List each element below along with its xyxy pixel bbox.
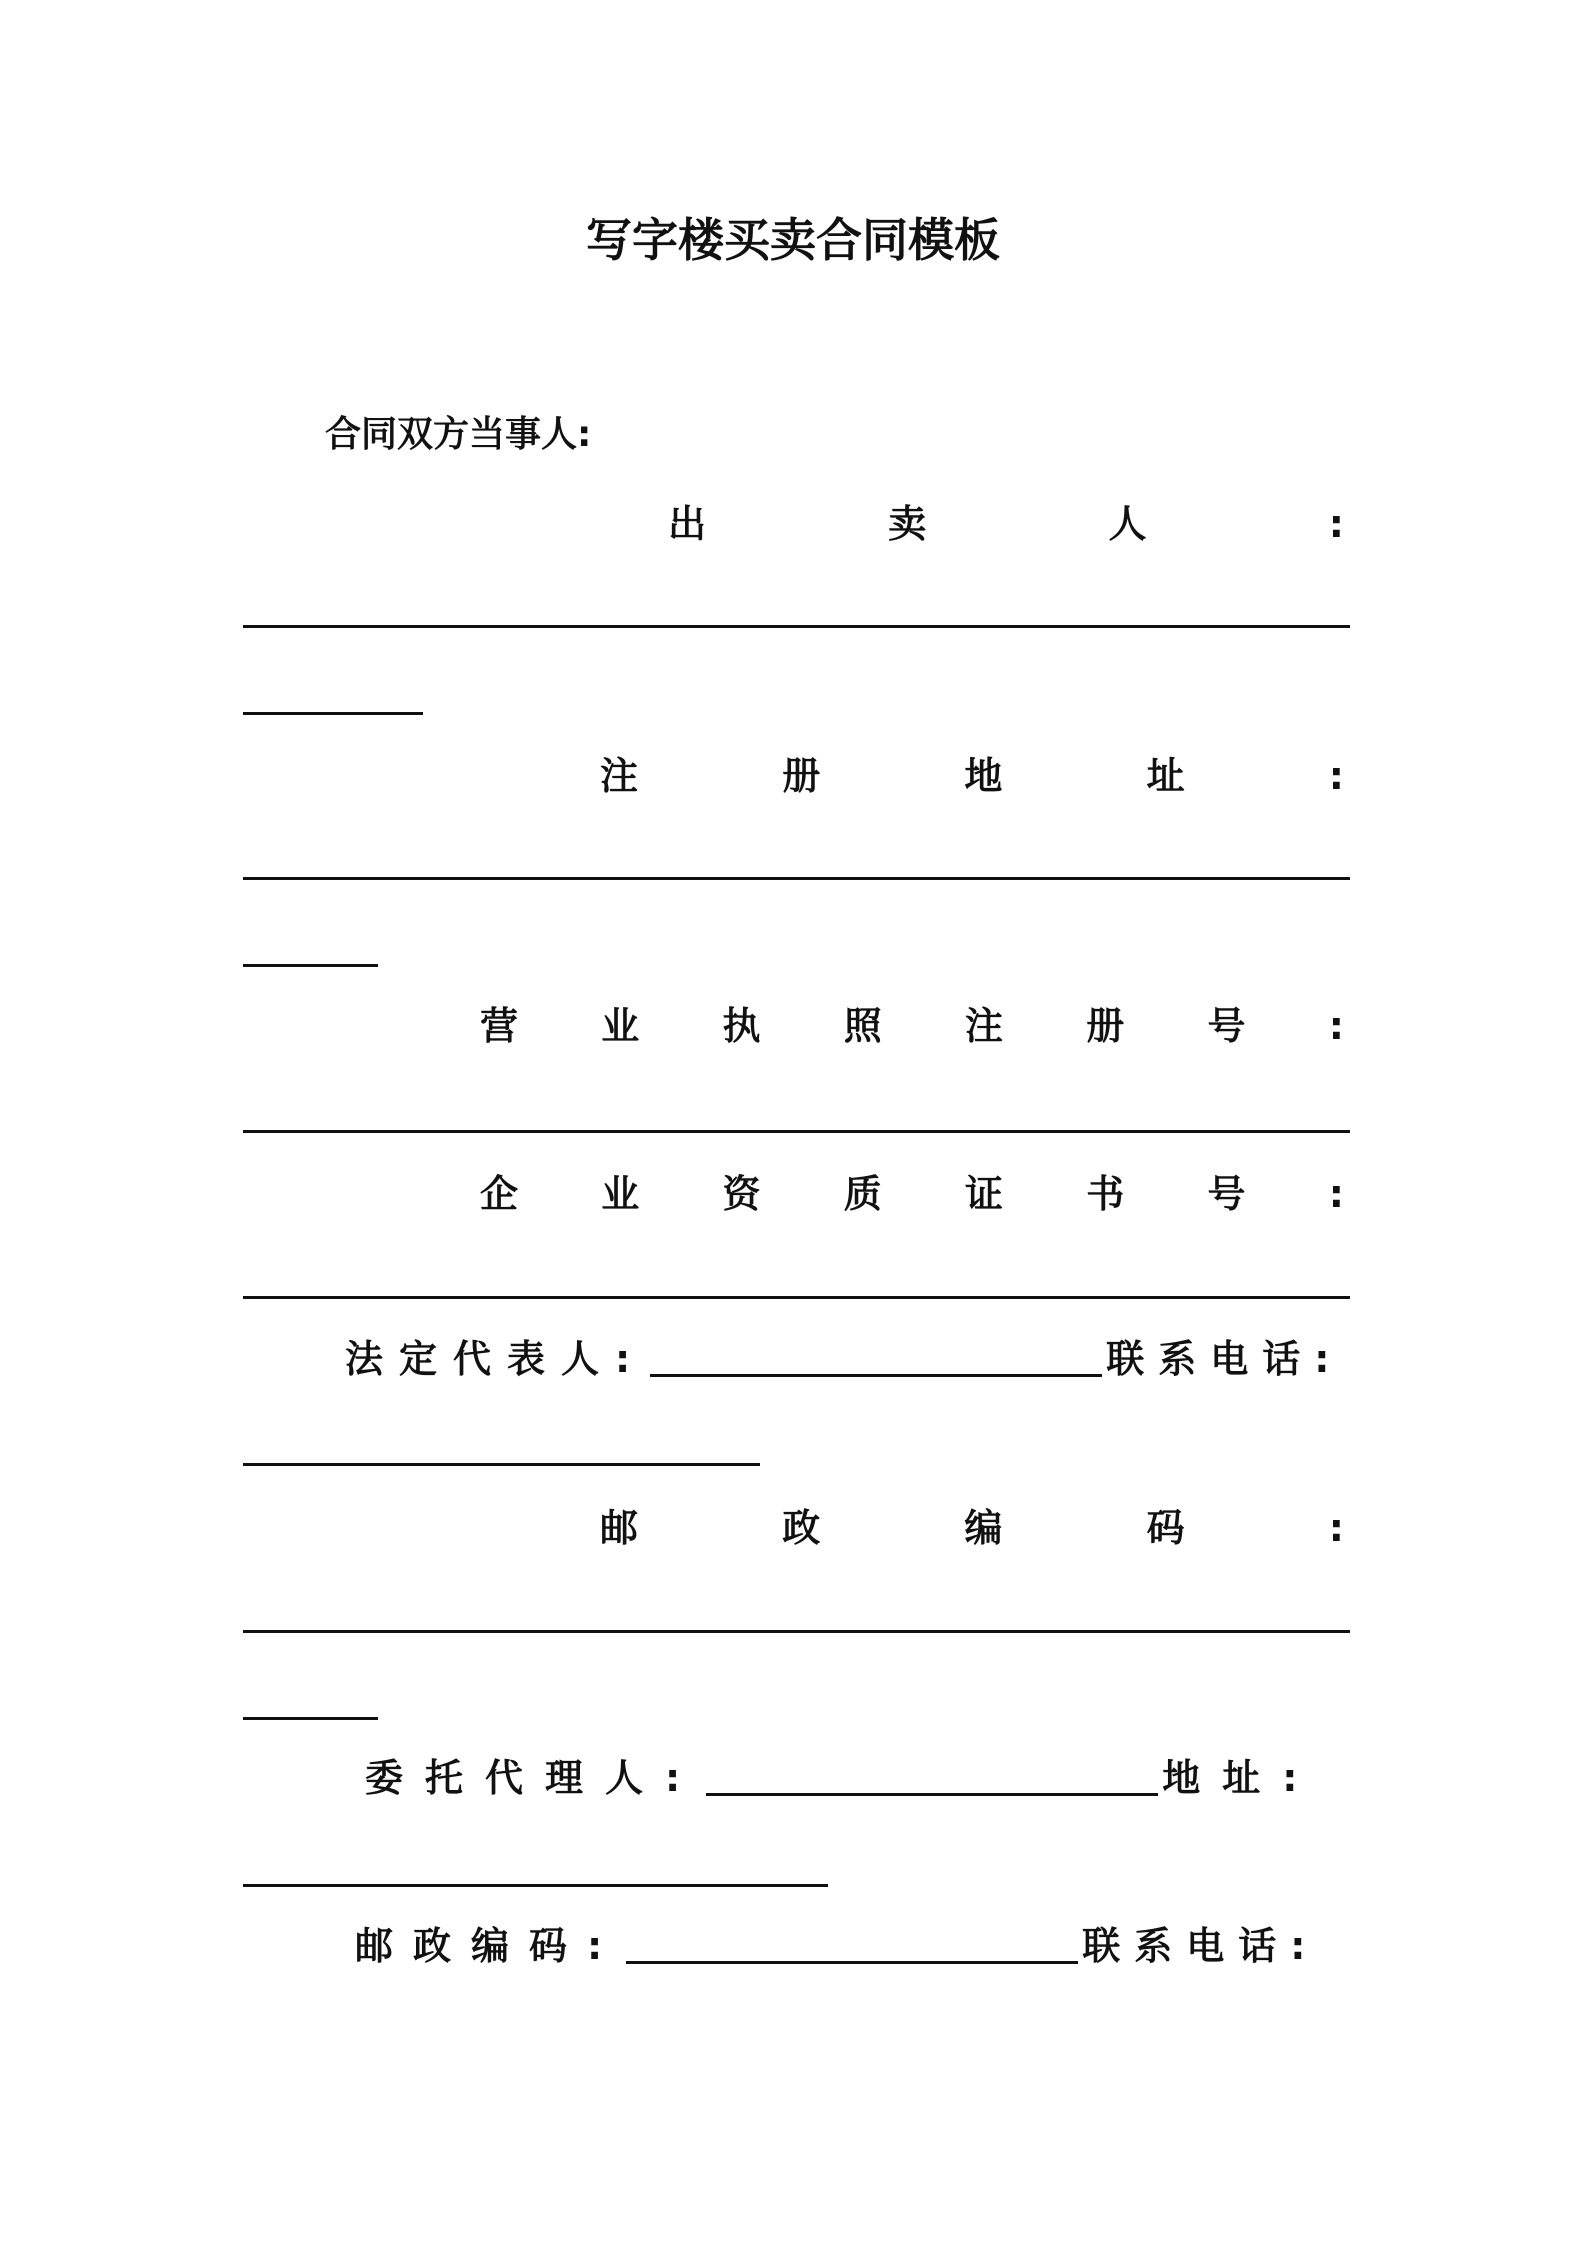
license-no-label-char: :: [1328, 1004, 1344, 1048]
reg-address-blank-line-cont[interactable]: [243, 964, 378, 967]
qualification-no-label-char: 质: [843, 1172, 882, 1216]
seller-blank-line-cont[interactable]: [243, 712, 423, 715]
license-no-blank-line[interactable]: [243, 1130, 1350, 1133]
qualification-no-label-char: 证: [965, 1172, 1004, 1216]
parties-intro: 合同双方当事人:: [325, 414, 592, 455]
document-title: 写字楼买卖合同模板: [586, 213, 1000, 267]
agent-label: 委托代理人:: [365, 1756, 703, 1800]
license-no-label-char: 照: [843, 1004, 882, 1048]
postal-code-label-char: 邮: [600, 1506, 639, 1550]
postal-code-label-char: :: [1328, 1506, 1344, 1550]
license-no-label-char: 册: [1086, 1004, 1125, 1048]
postal-code-label-char: 码: [1146, 1506, 1185, 1550]
seller-label-char: 出: [668, 502, 707, 546]
seller-label-char: 卖: [888, 502, 927, 546]
postal-code2-phone-label: 联系电话:: [1082, 1924, 1320, 1968]
seller-label: [668, 498, 1344, 550]
legal-rep-row: [345, 1333, 1344, 1385]
qualification-no-label-char: 业: [601, 1172, 640, 1216]
qualification-no-label-char: :: [1328, 1172, 1344, 1216]
postal-code2-label: 邮政编码:: [355, 1924, 623, 1968]
legal-rep-phone-blank-line[interactable]: [243, 1463, 760, 1466]
postal-code-label: [600, 1502, 1344, 1554]
qualification-no-label-char: 书: [1086, 1172, 1125, 1216]
postal-code2-row: [355, 1920, 1344, 1972]
reg-address-label: [600, 750, 1344, 802]
qualification-no-label-char: 资: [722, 1172, 761, 1216]
qualification-no-label-char: 企: [480, 1172, 519, 1216]
license-no-label-char: 号: [1207, 1004, 1246, 1048]
license-no-label-char: 业: [601, 1004, 640, 1048]
postal-code-label-char: 政: [782, 1506, 821, 1550]
agent-blank[interactable]: [706, 1793, 1158, 1796]
legal-rep-phone-label: 联系电话:: [1106, 1337, 1344, 1381]
license-no-label-char: 注: [965, 1004, 1004, 1048]
license-no-label-char: 执: [722, 1004, 761, 1048]
reg-address-blank-line[interactable]: [243, 877, 1350, 880]
legal-rep-blank[interactable]: [650, 1374, 1102, 1377]
qualification-no-label: [480, 1168, 1344, 1220]
seller-blank-line[interactable]: [243, 625, 1350, 628]
agent-address-blank-line[interactable]: [243, 1884, 828, 1887]
qualification-no-blank-line[interactable]: [243, 1296, 1350, 1299]
license-no-label-char: 营: [480, 1004, 519, 1048]
reg-address-label-char: 址: [1146, 754, 1185, 798]
seller-label-char: 人: [1108, 502, 1147, 546]
seller-label-char: :: [1328, 502, 1344, 546]
postal-code2-blank[interactable]: [626, 1961, 1078, 1964]
reg-address-label-char: 册: [782, 754, 821, 798]
legal-rep-label: 法定代表人:: [345, 1337, 647, 1381]
license-no-label: [480, 1000, 1344, 1052]
postal-code-blank-line-cont[interactable]: [243, 1717, 378, 1720]
reg-address-label-char: :: [1328, 754, 1344, 798]
reg-address-label-char: 地: [964, 754, 1003, 798]
reg-address-label-char: 注: [600, 754, 639, 798]
agent-row: [365, 1752, 1344, 1804]
qualification-no-label-char: 号: [1207, 1172, 1246, 1216]
postal-code-blank-line[interactable]: [243, 1630, 1350, 1633]
agent-address-label: 地址:: [1162, 1756, 1320, 1800]
postal-code-label-char: 编: [964, 1506, 1003, 1550]
